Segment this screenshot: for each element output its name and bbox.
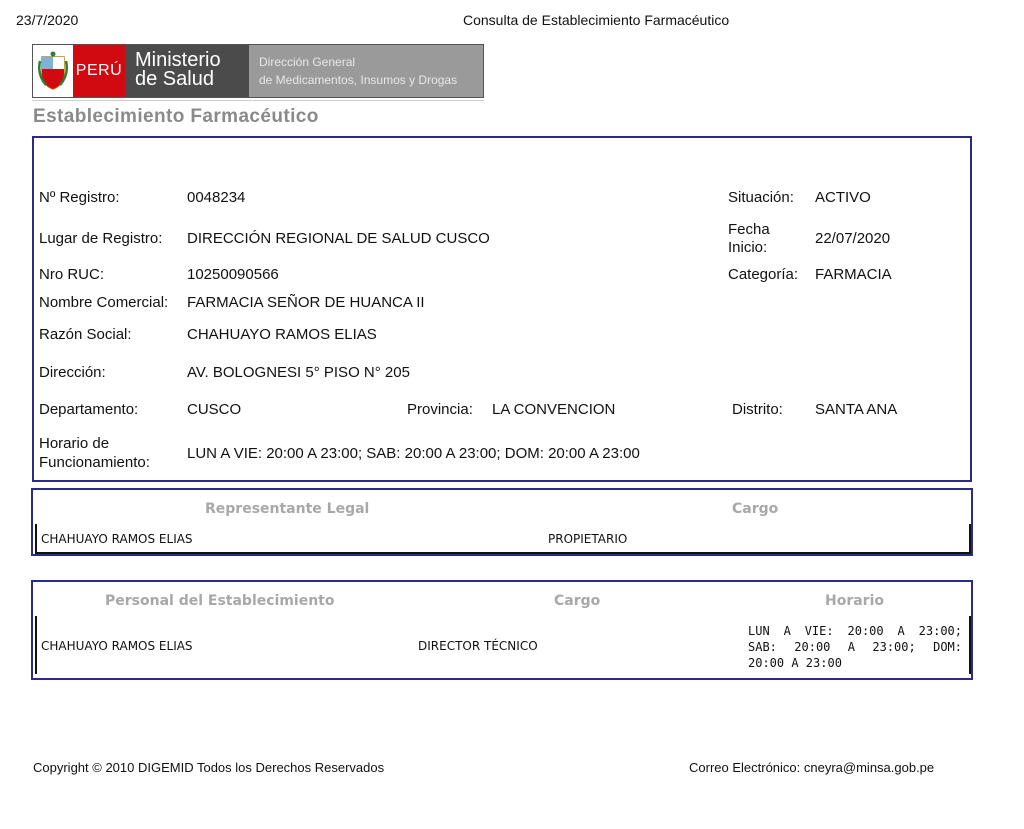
print-date: 23/7/2020 xyxy=(16,12,79,28)
rep-col-representante: Representante Legal xyxy=(205,501,370,517)
logo-directorate-line2: de Medicamentos, Insumos y Drogas xyxy=(259,73,458,87)
minsa-logo-banner xyxy=(32,44,484,98)
personal-table xyxy=(31,580,973,680)
logo-divider xyxy=(32,100,484,101)
logo-country: PERÚ xyxy=(73,45,125,97)
representante-table xyxy=(31,488,973,556)
horario-value: LUN A VIE: 20:00 A 23:00; SAB: 20:00 A 23:00; DOM: 20:00 A 23:00 xyxy=(187,445,640,462)
nombre-label: Nombre Comercial: xyxy=(39,294,169,311)
per-col-horario: Horario xyxy=(825,593,885,609)
per-cargo: DIRECTOR TÉCNICO xyxy=(418,639,538,653)
per-horario: LUN A VIE: 20:00 A 23:00; SAB: 20:00 A 23:00; DOM: 20:00 A 23:00 xyxy=(748,624,962,670)
ruc-label: Nro RUC: xyxy=(39,266,105,283)
situacion-value: ACTIVO xyxy=(815,189,871,206)
fecha-label-line2: Inicio: xyxy=(728,239,768,256)
print-title: Consulta de Establecimiento Farmacéutico xyxy=(463,12,730,28)
distrito-value: SANTA ANA xyxy=(815,401,898,418)
footer-email: Correo Electrónico: cneyra@minsa.gob.pe xyxy=(689,760,935,775)
per-col-cargo: Cargo xyxy=(554,593,601,609)
categoria-value: FARMACIA xyxy=(815,266,892,283)
registro-label: Nº Registro: xyxy=(39,189,120,206)
departamento-label: Departamento: xyxy=(39,401,139,418)
provincia-value: LA CONVENCION xyxy=(492,401,616,418)
rep-row-right-rule xyxy=(969,524,971,552)
lugar-value: DIRECCIÓN REGIONAL DE SALUD CUSCO xyxy=(187,230,490,247)
establishment-details xyxy=(32,136,972,482)
distrito-label: Distrito: xyxy=(732,401,783,418)
rep-row-bottom-rule xyxy=(35,552,971,554)
situacion-label: Situación: xyxy=(728,189,794,206)
horario-label-line1: Horario de xyxy=(39,435,110,452)
rep-col-cargo: Cargo xyxy=(732,501,779,517)
logo-ministry xyxy=(125,45,249,97)
horario-label-line2: Funcionamiento: xyxy=(39,454,150,471)
razon-label: Razón Social: xyxy=(39,326,132,343)
rep-name: CHAHUAYO RAMOS ELIAS xyxy=(41,532,193,546)
per-row-right-rule xyxy=(969,616,971,674)
footer-copyright: Copyright © 2010 DIGEMID Todos los Derechos Reservados xyxy=(33,760,385,775)
section-title: Establecimiento Farmacéutico xyxy=(33,106,319,127)
departamento-value: CUSCO xyxy=(187,401,242,418)
razon-value: CHAHUAYO RAMOS ELIAS xyxy=(187,326,377,343)
per-name: CHAHUAYO RAMOS ELIAS xyxy=(41,639,193,653)
lugar-label: Lugar de Registro: xyxy=(39,230,163,247)
fecha-value: 22/07/2020 xyxy=(815,230,891,247)
rep-cargo: PROPIETARIO xyxy=(548,532,628,546)
direccion-label: Dirección: xyxy=(39,364,106,381)
fecha-label-line1: Fecha xyxy=(728,221,770,238)
logo-ministry-line2: de Salud xyxy=(135,68,214,90)
rep-row-left-rule xyxy=(35,524,37,552)
categoria-label: Categoría: xyxy=(728,266,799,283)
direccion-value: AV. BOLOGNESI 5° PISO N° 205 xyxy=(187,364,410,381)
registro-value: 0048234 xyxy=(187,189,246,206)
logo-directorate xyxy=(249,45,483,97)
logo-directorate-line1: Dirección General xyxy=(259,55,356,69)
ruc-value: 10250090566 xyxy=(187,266,279,283)
provincia-label: Provincia: xyxy=(407,401,473,418)
logo-ministry-line1: Ministerio xyxy=(135,49,221,71)
per-row-left-rule xyxy=(35,616,37,674)
nombre-value: FARMACIA SEÑOR DE HUANCA II xyxy=(187,294,425,311)
peru-coat-of-arms-icon xyxy=(33,45,73,97)
per-col-personal: Personal del Establecimiento xyxy=(105,593,335,609)
